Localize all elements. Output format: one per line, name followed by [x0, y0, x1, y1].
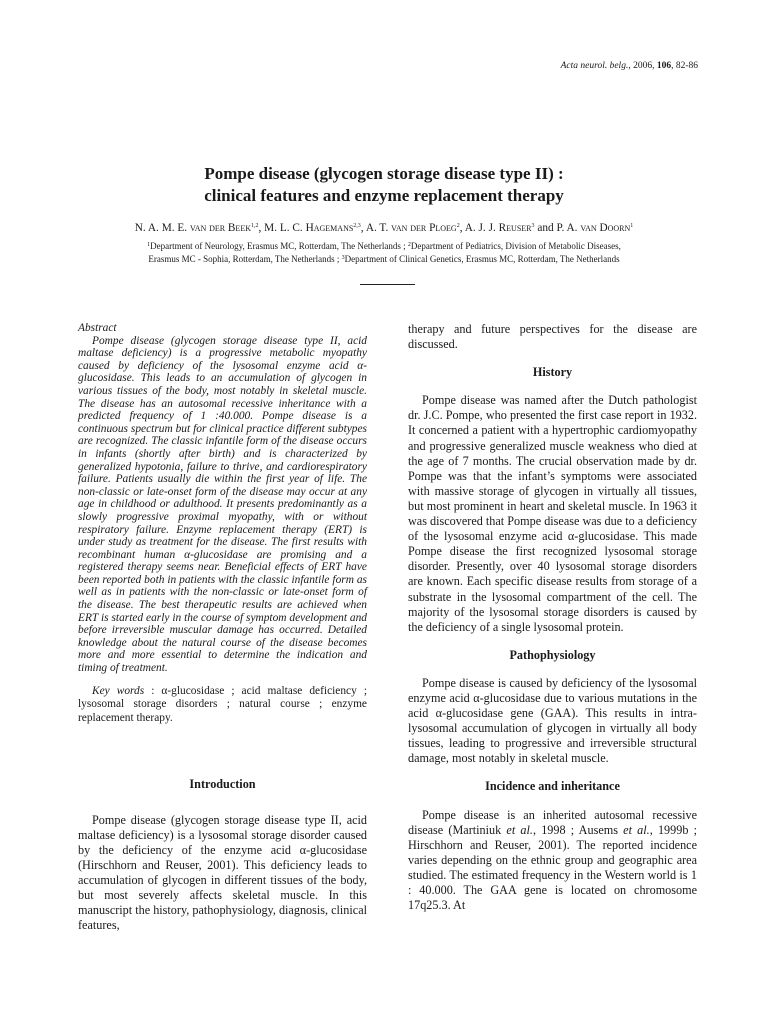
- affiliations: [0, 239, 768, 265]
- author-3-initials: , A. T.: [360, 222, 392, 234]
- author-3-surname: van der Ploeg: [391, 222, 457, 234]
- history-heading: History: [532, 365, 573, 380]
- keywords-list: : α-glucosidase ; acid maltase deficiency ; lysosomal storage disorders ; natural course ; enzyme replacement therapy.: [78, 684, 367, 724]
- title-divider: [360, 284, 415, 285]
- journal-volume: 106: [656, 61, 672, 71]
- affiliation-line-2: [0, 252, 768, 265]
- abstract-text: Pompe disease (glycogen storage disease type II, acid maltase deficiency) is a progressive metabolic myopathy caused by deficiency of the lysosomal enzyme acid α-glucosidase. This leads to an accumulation of glycogen in various tissues of the body, most notably in skeletal muscle. The disease has an autosomal recessive inheritance with a predicted frequency of 1 :40.000. Pompe disease is a continuous spectrum but for clinical practice different subtypes are recognized. The classic infantile form of the disease occurs in infants (shortly after birth) and is characterized by generalized hypotonia, failure to thrive, and cardiorespiratory failure. Patients usually die within the first year of life. The non-classic or late-onset form of the disease may occur at any age in childhood or adulthood. It presents predominantly as a slowly progressive proximal myopathy, with or without respiratory failure. Enzyme replacement therapy (ERT) is under study as treatment for the disease. The first results with recombinant human α-glucosidase are promising and a registered therapy seems near. Beneficial effects of ERT have been reported both in patients with the classic infantile form as well as in patients with the non-classic or late-onset form of the disease. The best therapeutic results are achieved when ERT is started early in the course of symptom development and before irreversible muscular damage has occurred. Detailed knowledge about the natural course of the disease becomes more and more essential to determine the indication and timing of treatment.: [78, 334, 367, 675]
- author-1-surname: van der Beek: [189, 222, 251, 234]
- author-3-affil: 2: [456, 223, 460, 229]
- incidence-text-part-2: , 1998 ; Ausems: [532, 822, 624, 837]
- author-2-affil: 2,3: [353, 223, 361, 229]
- abstract: [78, 322, 367, 675]
- affil-marker-1: 1: [147, 242, 151, 248]
- affil-text-2: Department of Pediatrics, Division of Metabolic Diseases,: [410, 241, 621, 251]
- author-5-affil: 1: [630, 223, 634, 229]
- affil-text-4: Department of Clinical Genetics, Erasmus MC, Rotterdam, The Netherlands: [344, 254, 620, 264]
- incidence-text-part-3: , 1999b ; Hirschhorn and Reuser, 2001). The reported incidence varies depending on the ethnic group and geographic area studied. The estimated frequency in the Western world is 1 : 40.000. The GAA gene is located on chromosome 17q25.3. At: [408, 822, 697, 913]
- journal-name: Acta neurol. belg.: [560, 61, 629, 71]
- right-column: [408, 322, 697, 913]
- pathophysiology-heading: Pathophysiology: [509, 647, 596, 662]
- incidence-text: [408, 808, 697, 914]
- keywords-label: Key words: [92, 684, 145, 697]
- et-al-1: et al.: [506, 822, 533, 837]
- journal-citation: [561, 61, 698, 71]
- author-1-affil: 1,2: [251, 223, 259, 229]
- pathophysiology-text: Pompe disease is caused by deficiency of the lysosomal enzyme acid α-glucosidase due to various mutations in the acid α-glucosidase gene (GAA). This results in intra-lysosomal accumulation of glycogen in virtually all body tissues, leading to progressive and irreversible structural damage, most notably in skeletal muscle.: [408, 675, 697, 766]
- journal-pages: , 82-86: [671, 61, 698, 71]
- article-title: [0, 163, 768, 207]
- title-line-1: Pompe disease (glycogen storage disease type II) :: [204, 164, 564, 183]
- affil-marker-3: 3: [341, 255, 345, 261]
- affil-text-1: Department of Neurology, Erasmus MC, Rotterdam, The Netherlands ;: [150, 241, 408, 251]
- author-5-surname: van Doorn: [580, 222, 631, 234]
- affiliation-line-1: [0, 239, 768, 252]
- author-1-initials: N. A. M. E.: [134, 222, 190, 234]
- incidence-heading: Incidence and inheritance: [485, 779, 620, 794]
- et-al-2: et al.: [623, 822, 650, 837]
- author-4-surname: Reuser: [498, 222, 532, 234]
- abstract-heading: Abstract: [78, 322, 117, 334]
- author-2-initials: , M. L. C.: [258, 222, 306, 234]
- introduction-continuation: therapy and future perspectives for the disease are discussed.: [408, 322, 697, 352]
- affil-marker-2: 2: [407, 242, 411, 248]
- author-4-initials: , A. J. J.: [459, 222, 499, 234]
- history-text: Pompe disease was named after the Dutch pathologist dr. J.C. Pompe, who presented the first case report in 1932. It concerned a patient with a hypertrophic cardiomyopathy and progressive generalized muscle weakness who died at the age of 7 months. The crucial observation made by dr. Pompe was that the infant’s symptoms were associated with massive storage of glycogen in virtually all tissues, but most prominent in heart and skeletal muscle. In 1963 it was discovered that Pompe disease was due to a deficiency of the lysosomal enzyme acid α-glucosidase. This made Pompe disease the first recognized lysosomal storage disorder. Presently, over 40 lysosomal storage disorders are known. Each specific disease results from storage of a substrate in the lysosomal compartment of the cell. The majority of the lysosomal storage disorders is caused by the deficiency of a single lysosomal protein.: [408, 393, 697, 634]
- journal-year: , 2006,: [628, 61, 657, 71]
- author-2-surname: Hagemans: [305, 222, 354, 234]
- incidence-text-part-1: Pompe disease is an inherited autosomal recessive disease (Martiniuk: [408, 807, 697, 837]
- keywords: [78, 685, 367, 726]
- left-column: [78, 322, 367, 933]
- introduction-heading: Introduction: [189, 777, 256, 792]
- title-line-2: clinical features and enzyme replacement therapy: [204, 186, 564, 205]
- author-4-affil: 3: [531, 223, 535, 229]
- author-5-initials: and P. A.: [534, 222, 581, 234]
- author-list: [0, 222, 768, 234]
- affil-text-3: Erasmus MC - Sophia, Rotterdam, The Netherlands ;: [148, 254, 342, 264]
- introduction-text: Pompe disease (glycogen storage disease type II, acid maltase deficiency) is a lysosomal storage disorder caused by the deficiency of the enzyme acid α-glucosidase (Hirschhorn and Reuser, 2001). This deficiency leads to accumulation of glycogen in different tissues of the body, but most severely affects skeletal muscle. In this manuscript the history, pathophysiology, diagnosis, clinical features,: [78, 812, 367, 933]
